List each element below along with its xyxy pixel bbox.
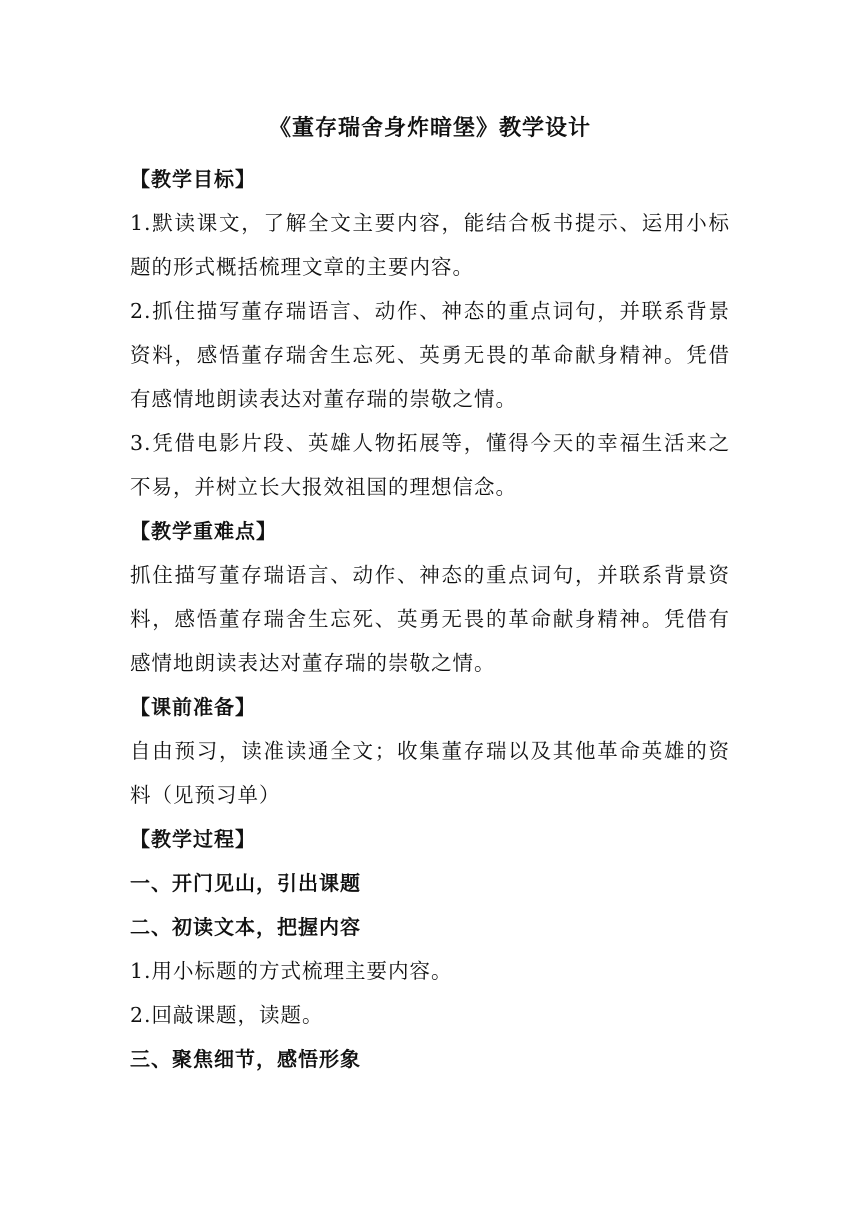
process-step-heading: 二、初读文本，把握内容 xyxy=(130,915,361,939)
key-points-paragraph: 抓住描写董存瑞语言、动作、神态的重点词句，并联系背景资料，感悟董存瑞舍生忘死、英勇无畏的革命献身精神。凭借有感情地朗读表达对董存瑞的崇敬之情。 xyxy=(130,563,730,675)
process-step-item: 1.用小标题的方式梳理主要内容。 xyxy=(130,959,453,983)
process-step-heading: 三、聚焦细节，感悟形象 xyxy=(130,1047,361,1071)
document-body xyxy=(130,157,730,1081)
preparation-paragraph: 自由预习，读准读通全文；收集董存瑞以及其他革命英雄的资料（见预习单） xyxy=(130,739,730,807)
objective-item: 2.抓住描写董存瑞语言、动作、神态的重点词句，并联系背景资料，感悟董存瑞舍生忘死、英勇无畏的革命献身精神。凭借有感情地朗读表达对董存瑞的崇敬之情。 xyxy=(130,299,730,411)
objective-item: 1.默读课文，了解全文主要内容，能结合板书提示、运用小标题的形式概括梳理文章的主要内容。 xyxy=(130,211,730,279)
section-heading-objectives: 【教学目标】 xyxy=(130,167,256,191)
objective-item: 3.凭借电影片段、英雄人物拓展等，懂得今天的幸福生活来之不易，并树立长大报效祖国的理想信念。 xyxy=(130,431,730,499)
section-heading-preparation: 【课前准备】 xyxy=(130,695,256,719)
document-title: 《董存瑞舍身炸暗堡》教学设计 xyxy=(268,116,591,141)
process-step-item: 2.回敲课题，读题。 xyxy=(130,1003,324,1027)
section-heading-process: 【教学过程】 xyxy=(130,827,256,851)
section-heading-key-points: 【教学重难点】 xyxy=(130,519,277,543)
process-step-heading: 一、开门见山，引出课题 xyxy=(130,871,361,895)
